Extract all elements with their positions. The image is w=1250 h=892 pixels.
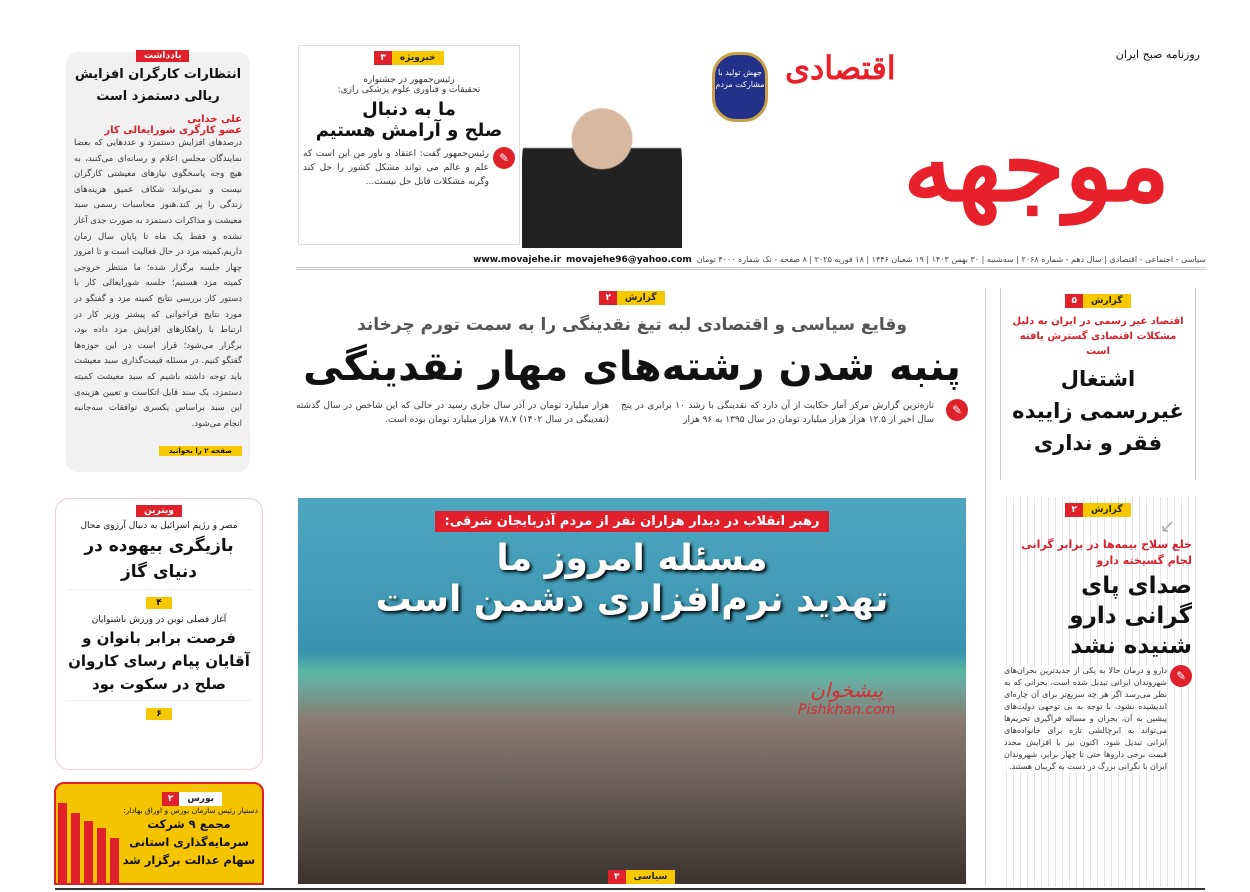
page-link[interactable]: ۶ bbox=[146, 708, 172, 720]
headline: مجمع ۹ شرکت سرمایه‌گذاری استانی سهام عدالت برگزار شد bbox=[122, 817, 256, 867]
photo-story bbox=[298, 498, 966, 884]
quote-icon: ✎ bbox=[1170, 665, 1192, 687]
quote-icon: ✎ bbox=[493, 147, 515, 169]
kicker: تحقیقات و فناوری علوم پزشکی رازی: bbox=[337, 85, 481, 95]
watermark: پیشخوان Pishkhan.com bbox=[798, 678, 896, 718]
masthead bbox=[700, 40, 1210, 250]
kicker: وقایع سیاسی و اقتصادی لبه تیغ نقدینگی را به سمت تورم چرخاند bbox=[357, 315, 907, 335]
author-role: عضو کارگری شورایعالی کار bbox=[104, 125, 242, 136]
bottom-rule bbox=[55, 888, 1205, 890]
website-link[interactable]: www.movajehe.ir bbox=[473, 254, 562, 265]
main-story bbox=[296, 285, 968, 485]
article-body: هزار میلیارد تومان در آذر سال جاری رسید در حالی که این شاخص در سال گذشته (نقدینگی در سال ۱۴۰۲) ۷۸.۷ هزار میلیارد تومان بوده است. bbox=[296, 401, 609, 425]
seal-text: جهش تولید با مشارکت مردم bbox=[715, 68, 765, 89]
author-name: علی خدایی bbox=[187, 114, 242, 125]
newspaper-logo: موجهه bbox=[903, 106, 1170, 224]
kicker: اقتصاد غیر رسمی در ایران به دلیل مشکلات اقتصادی گسترش یافته است bbox=[1012, 316, 1184, 357]
headline: اشتغال غیررسمی زاییده فقر و نداری bbox=[1012, 367, 1184, 455]
section-tag: ویترین bbox=[136, 505, 182, 517]
headline: ما به دنبال bbox=[362, 99, 456, 120]
kicker: مصر و رژیم اسرائیل به دنبال آرزوی محال bbox=[80, 521, 238, 531]
section-tag: گزارش ۲ bbox=[1065, 503, 1130, 517]
article-body: دارو و درمان حالا به یکی از جدیدترین بحران‌های شهروندان ایرانی تبدیل شده است، بحرانی که به نظر می‌رسد اگر هر چه سریع‌تر برای آن چاره‌ای اندیشیده نشود، با توجه به بی توجهی دولت‌های پیشین به آن، بحران و مساله فراگیری تحریم‌ها می‌تواند به ابرچالشی تازه برای خانواده‌های ایرانی تبدیل شود. اکنون نیز با افزایش مجدد قیمت برخی داروها حتی تا چهار برابر، شهروندان ایران با نگرانی بزرگ در دست به گریبان هستند. bbox=[1004, 666, 1167, 771]
article-body: رئیس‌جمهور گفت: اعتقاد و باور من این است که علم و عالم می تواند مشکل کشور را حل کند وگرنه مشکلات قابل حل نیست... bbox=[303, 149, 489, 187]
photo-headline: تهدید نرم‌افزاری دشمن است bbox=[375, 579, 889, 620]
editorial-box bbox=[66, 52, 250, 472]
bourse-box bbox=[54, 782, 264, 885]
tagline: روزنامه صبح ایران bbox=[1115, 48, 1200, 61]
kicker: دستیار رئیس سازمان بورس و اوراق بهادار: bbox=[123, 806, 258, 815]
seal-logo bbox=[712, 52, 768, 122]
section-tag: خبرویژه ۳ bbox=[374, 51, 443, 65]
section-tag: بورس ۲ bbox=[162, 792, 222, 806]
kicker: آغاز فصلی نوین در ورزش ناشنوایان bbox=[91, 615, 227, 625]
editorial-title: انتظارات کارگران افزایش ریالی دستمزد است bbox=[74, 67, 242, 104]
headline: بازیگری بیهوده در دنیای گاز bbox=[84, 536, 234, 582]
showcase-box bbox=[55, 498, 263, 770]
special-news-box bbox=[298, 45, 520, 245]
email-link[interactable]: movajehe96@yahoo.com bbox=[566, 254, 692, 265]
headline: صلح و آرامش هستیم bbox=[315, 120, 503, 141]
section-tag: یادداشت bbox=[136, 50, 189, 62]
section-tag: گزارش ۲ bbox=[599, 291, 664, 305]
side-story-informal-jobs bbox=[1000, 288, 1196, 480]
article-body: درصدهای افزایش دستمزد و عددهایی که بعضا نمایندگان مجلس اعلام و رسانه‌ای می‌کنند، به هیچ وجه پاسخگوی نیازهای معیشتی کارگران نیست و نمی‌تواند شکاف عمیق هزینه‌های زندگی را پر کند.هنوز محاسبات رسمی سبد معیشت و مذاکرات دستمزد به صورت جدی آغاز نشده و فقط یک ماه تا پایان سال زمان داریم.کمیته مزد در حال فعالیت است و تا امروز چهار جلسه برگزار شده؛ ما منتظر خروجی کمیته مزد هستیم؛ جلسه شورایعالی کار با دستور کار بررسی نتایج کمیته مزد و گفتگو در مورد نتایج فراخوانی که پیشتر وزیر کار در ارتباط با راهکارهای افزایش مزد داده بود، برگزار می‌شود؛ قرار است در این حوزه‌ها گفتگو کنیم. در مسئله قیمت‌گذاری سبد معیشت باید توجه داشته باشیم که سبد معیشت کمیته دستمزد، یک سند قابل اتکاست و تعیین هزینه‌ی این سبد براساس یکسری توافقات سه‌جانبه انجام می‌شود. bbox=[74, 138, 242, 429]
read-more-link[interactable]: صفحه ۲ را بخوانید bbox=[159, 446, 242, 456]
kicker: خلع سلاح بیمه‌ها در برابر گرانی لجام گسیخته دارو bbox=[1021, 538, 1192, 567]
article-body: تازه‌ترین گزارش مرکز آمار حکایت از آن دارد که نقدینگی با رشد ۱۰ برابری در پنج سال اخیر از ۱۲.۵ هزار هزار میلیارد تومان در سال ۱۳۹۵ به ۹۶ هزار bbox=[621, 401, 935, 425]
headline: صدای پای گرانی دارو شنیده نشد bbox=[1069, 573, 1192, 659]
quote-icon: ✎ bbox=[946, 399, 968, 421]
bar-chart-icon bbox=[58, 803, 119, 883]
page-link[interactable]: ۴ bbox=[146, 597, 172, 609]
section-tag: سیاسی ۳ bbox=[608, 870, 675, 884]
main-headline: پنبه شدن رشته‌های مهار نقدینگی bbox=[303, 344, 961, 390]
side-story-medicine bbox=[1000, 497, 1196, 887]
president-photo bbox=[522, 80, 682, 248]
photo-headline: مسئله امروز ما bbox=[496, 538, 768, 579]
headline: فرصت برابر بانوان و آقایان پیام رسای کاروان صلح در سکوت بود bbox=[68, 629, 250, 693]
issue-info: سیاسی - اجتماعی - اقتصادی | سال دهم - شماره ۲۰۶۸ | سه‌شنبه | ۳۰ بهمن ۱۴۰۳ | ۱۹ شعبان ۱۴۴۶ | ۱۸ فوریه ۲۰۲۵ | ۸ صفحه - تک شماره ۴۰۰۰ تومان bbox=[696, 255, 1206, 264]
photo-kicker: رهبر انقلاب در دیدار هزاران نفر از مردم آذربایجان شرقی: bbox=[435, 511, 830, 532]
section-tag: گزارش ۵ bbox=[1065, 294, 1130, 308]
arrow-icon: ↙ bbox=[1160, 516, 1176, 537]
kicker: رئیس‌جمهور در جشنواره bbox=[363, 75, 455, 85]
masthead-info-strip bbox=[296, 252, 1206, 270]
newspaper-logo-sub: اقتصادی bbox=[785, 49, 896, 87]
